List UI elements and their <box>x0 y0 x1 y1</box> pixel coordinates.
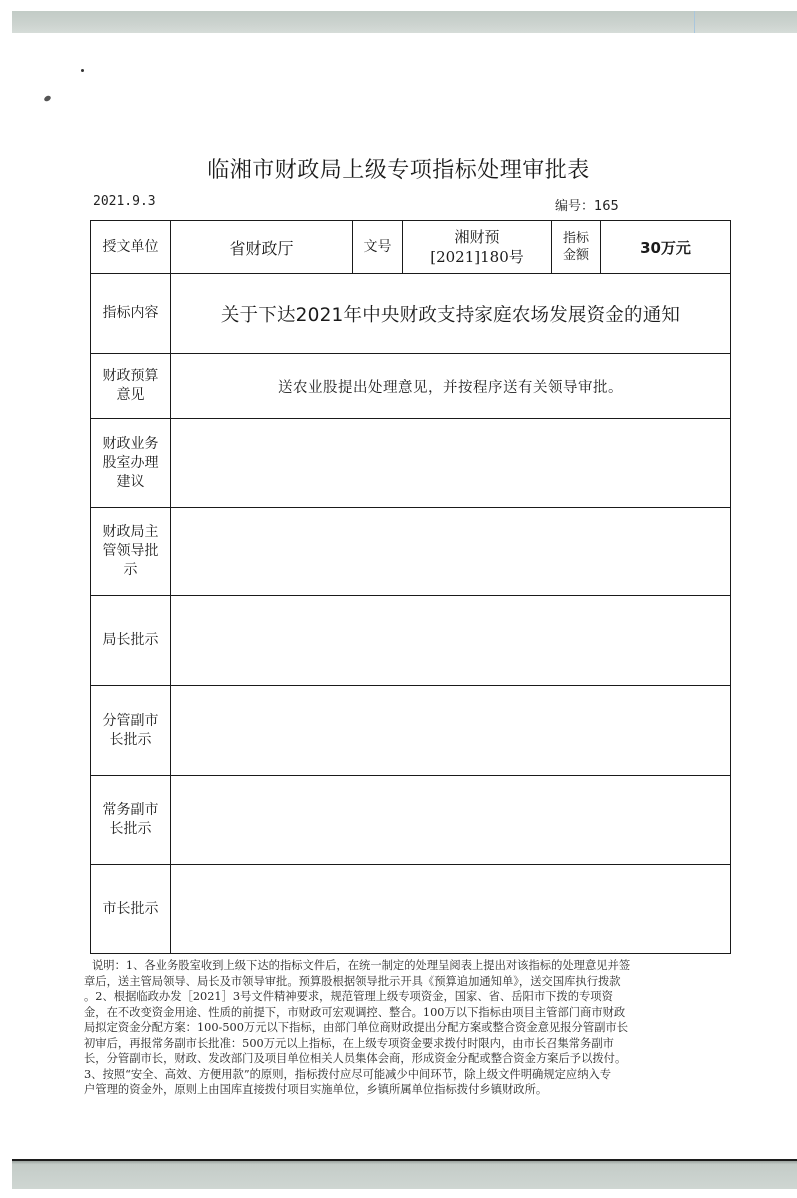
mayor-instruction-field[interactable] <box>171 865 731 954</box>
row-label-line: 局长批示 <box>102 632 159 648</box>
doc-no-line2: [2021]180号 <box>430 248 524 266</box>
row-label-line: 财政局主 <box>102 524 159 540</box>
row-label-line: 财政预算 <box>102 368 159 384</box>
scan-seam <box>694 11 695 33</box>
row-label-line: 长批示 <box>109 731 152 748</box>
row-label <box>91 776 171 865</box>
bureau-leader-instruction-field[interactable] <box>171 508 731 596</box>
row-label <box>91 865 171 954</box>
director-instruction-field[interactable] <box>171 596 731 686</box>
note-line: 金，在不改变资金用途、性质的前提下，市财政可宏观调控、整合。100万以下指标由项目主管部门商市财政 <box>84 1005 626 1019</box>
note-line: 说明：1、各业务股室收到上级下达的指标文件后，在统一制定的处理呈阅表上提出对该指标的处理意见并签 <box>92 959 631 972</box>
amount-value: 30万元 <box>601 221 731 274</box>
row-label-line: 意见 <box>116 387 145 403</box>
scan-speck <box>43 95 52 103</box>
department-suggestion-field[interactable] <box>171 419 731 508</box>
row-bureau-leader-instruction <box>91 508 731 596</box>
row-label-line: 股室办理 <box>102 454 159 471</box>
indicator-content-text: 关于下达2021年中央财政支持家庭农场发展资金的通知 <box>220 304 681 326</box>
row-budget-opinion <box>91 354 731 419</box>
note-line: 3、按照“安全、高效、方便用款”的原则，指标拨付应尽可能减少中间环节，除上级文件明确规定应纳入专 <box>84 1067 612 1081</box>
issuing-unit-value: 省财政厅 <box>171 221 353 274</box>
amount-label-line2: 金额 <box>562 248 589 263</box>
row-label-line: 财政业务 <box>102 435 159 452</box>
amount-label <box>552 221 601 274</box>
deputy-mayor-instruction-field[interactable] <box>171 686 731 776</box>
row-label-line: 管领导批 <box>102 543 159 559</box>
doc-no-value <box>403 221 552 274</box>
amount-label-line1: 指标 <box>562 231 589 246</box>
document-date: 2021.9.3 <box>93 194 156 209</box>
row-label <box>91 686 171 776</box>
row-label-line: 市长批示 <box>102 900 159 917</box>
scan-speck <box>81 69 84 72</box>
note-line: 。2、根据临政办发［2021］3号文件精神要求，规范管理上级专项资金，国家、省、岳阳市下拨的专项资 <box>84 990 613 1003</box>
row-label <box>91 354 171 419</box>
note-line: 初审后，再报常务副市长批准：500万元以上指标，在上级专项资金要求拨付时限内，由市长召集常务副市 <box>84 1036 614 1050</box>
note-line: 章后，送主管局领导、局长及市领导审批。预算股根据领导批示开具《预算追加通知单》，送交国库执行拨款 <box>84 974 621 988</box>
row-director-instruction <box>91 596 731 686</box>
row-label-line: 常务副市 <box>102 802 159 818</box>
row-indicator-content <box>91 274 731 354</box>
row-label <box>91 508 171 596</box>
approval-form-table <box>90 220 731 954</box>
document-title: 临湘市财政局上级专项指标处理审批表 <box>207 158 590 183</box>
row-label-line: 分管副市 <box>102 712 159 729</box>
issuing-unit-label: 授文单位 <box>91 221 171 274</box>
doc-no-label: 文号 <box>353 221 403 274</box>
row-label <box>91 596 171 686</box>
row-label <box>91 419 171 508</box>
row-label <box>91 274 171 354</box>
row-label-line: 示 <box>123 562 138 578</box>
indicator-content-value <box>171 274 731 354</box>
explanatory-notes <box>84 958 744 1098</box>
row-label-line: 长批示 <box>109 821 152 837</box>
note-line: 局拟定资金分配方案：100-500万元以下指标，由部门单位商财政提出分配方案或整合资金意见报分管副市长 <box>84 1021 629 1034</box>
budget-opinion-value: 送农业股提出处理意见，并按程序送有关领导审批。 <box>171 354 731 419</box>
document-number: 编号：165 <box>555 199 619 214</box>
executive-deputy-mayor-instruction-field[interactable] <box>171 776 731 865</box>
row-label-line: 指标内容 <box>102 305 159 321</box>
row-label-line: 建议 <box>116 473 145 490</box>
header-row <box>91 221 731 274</box>
note-line: 长，分管副市长，财政、发改部门及项目单位相关人员集体会商，形成资金分配或整合资金方案后予以拨付。 <box>84 1052 627 1065</box>
row-deputy-mayor-instruction <box>91 686 731 776</box>
row-department-suggestion <box>91 419 731 508</box>
row-executive-deputy-mayor-instruction <box>91 776 731 865</box>
scan-edge-bottom <box>12 1159 797 1189</box>
doc-no-line1: 湘财预 <box>454 228 500 246</box>
scan-edge-top <box>12 11 797 33</box>
row-mayor-instruction <box>91 865 731 954</box>
note-line: 户管理的资金外，原则上由国库直接拨付项目实施单位，乡镇所属单位指标拨付乡镇财政所。 <box>84 1083 548 1096</box>
